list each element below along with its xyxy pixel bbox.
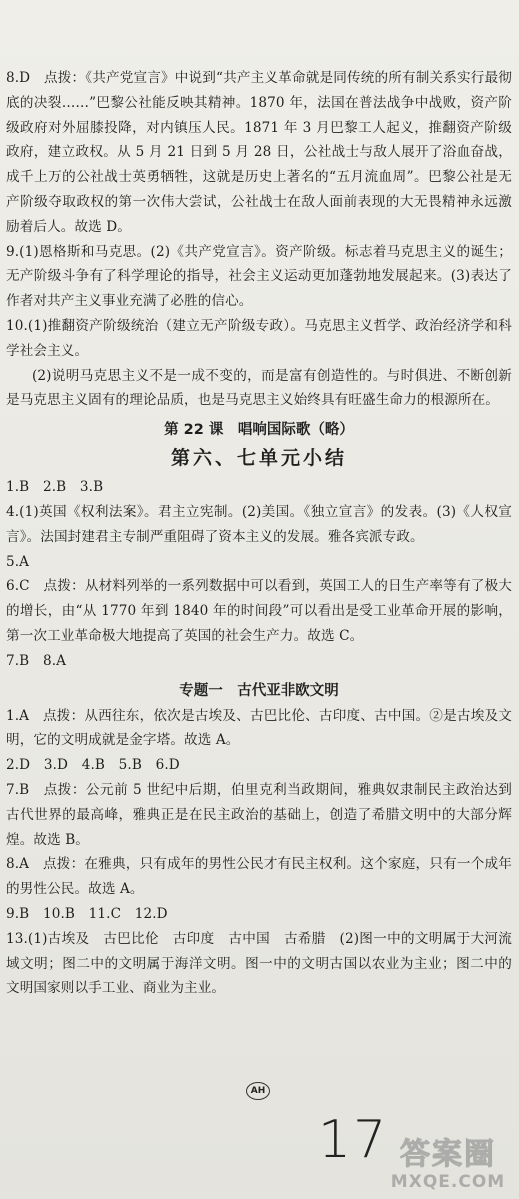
- handwritten-page-number: 17: [318, 1110, 389, 1170]
- topic-answer-2-6: 2.D 3.D 4.B 5.B 6.D: [6, 757, 180, 774]
- watermark-logo: [383, 1138, 513, 1196]
- answer-9: 9.(1)恩格斯和马克思。(2)《共产党宣言》。资产阶级。标志着马克思主义的诞生；无产阶级斗争有了科学理论的指导，社会主义运动更加蓬勃地发展起来。(3)表达了作者对共产主义事业充满了必胜的信心。: [6, 243, 512, 310]
- answer-8: 8.D 点拨：《共产党宣言》中说到“共产主义革命就是同传统的所有制关系实行最彻底的决裂……”巴黎公社能反映其精神。1870 年，法国在普法战争中战败，资产阶级政府对外屈膝投降，对内镇压人民。1871 年 3 月巴黎工人起义，推翻资产阶级政府，建立政权。从 5 月 21 日到 5 月 28 日，公社战士与敌人展开了浴血奋战，成千上万的公社战士英勇牺牲，这就是历史上著名的“五月流血周”。巴黎公社是无产阶级夺取政权的第一次伟大尝试，公社战士在敌人面前表现的大无畏精神永远激励着后人。故选 D。: [6, 70, 512, 235]
- unit-answer-1-3: 1.B 2.B 3.B: [6, 479, 104, 496]
- topic-answer-8: 8.A 点拨：在雅典，只有成年的男性公民才有民主权利。这个家庭，只有一个成年的男性公民。故选 A。: [6, 856, 512, 898]
- unit-answer-5: 5.A: [6, 553, 30, 570]
- watermark-title: 答案圈: [400, 1137, 496, 1172]
- answer-10-part2: (2)说明马克思主义不是一成不变的，而是富有创造性的。与时俱进、不断创新是马克思主义固有的理论品质，也是马克思主义始终具有旺盛生命力的根源所在。: [6, 367, 512, 409]
- unit-summary-heading: 第六、七单元小结: [170, 447, 347, 470]
- unit-answer-7-8: 7.B 8.A: [6, 652, 67, 669]
- unit-answer-4: 4.(1)英国《权利法案》。君主立宪制。(2)美国。《独立宣言》的发表。(3)《人权宣言》。法国封建君主专制严重阻碍了资本主义的发展。雅各宾派专政。: [6, 503, 512, 545]
- answer-content: [6, 66, 512, 1001]
- topic-answer-9-12: 9.B 10.B 11.C 12.D: [6, 905, 168, 922]
- lesson-heading: 第 22 课 唱响国际歌（略）: [164, 422, 354, 439]
- topic-answer-1: 1.A 点拨：从西往东，依次是古埃及、古巴比伦、古印度、古中国。②是古埃及文明，它的文明成就是金字塔。故选 A。: [6, 707, 512, 749]
- topic-answer-13: 13.(1)古埃及 古巴比伦 古印度 古中国 古希腊 (2)图一中的文明属于大河流域文明；图二中的文明属于海洋文明。图一中的文明古国以农业为主业；图二中的文明国家则以手工业、商业为主业。: [6, 930, 512, 997]
- watermark-url: MXQE.COM: [390, 1172, 506, 1192]
- topic-heading: 专题一 古代亚非欧文明: [179, 682, 339, 699]
- answer-10-part1: 10.(1)推翻资产阶级统治（建立无产阶级专政）。马克思主义哲学、政治经济学和科学社会主义。: [6, 317, 512, 359]
- ah-logo-badge: AH: [246, 1082, 270, 1100]
- topic-answer-7: 7.B 点拨：公元前 5 世纪中后期，伯里克利当政期间，雅典奴隶制民主政治达到古代世界的最高峰，雅典正是在民主政治的基础上，创造了希腊文明中的大部分辉煌。故选 B。: [6, 781, 512, 848]
- unit-answer-6: 6.C 点拨：从材料列举的一系列数据中可以看到，英国工人的日生产率等有了极大的增长，由“从 1770 年到 1840 年的时间段”可以看出是受工业革命开展的影响，第一次工业革命极大地提高了英国的社会生产力。故选 C。: [6, 578, 512, 644]
